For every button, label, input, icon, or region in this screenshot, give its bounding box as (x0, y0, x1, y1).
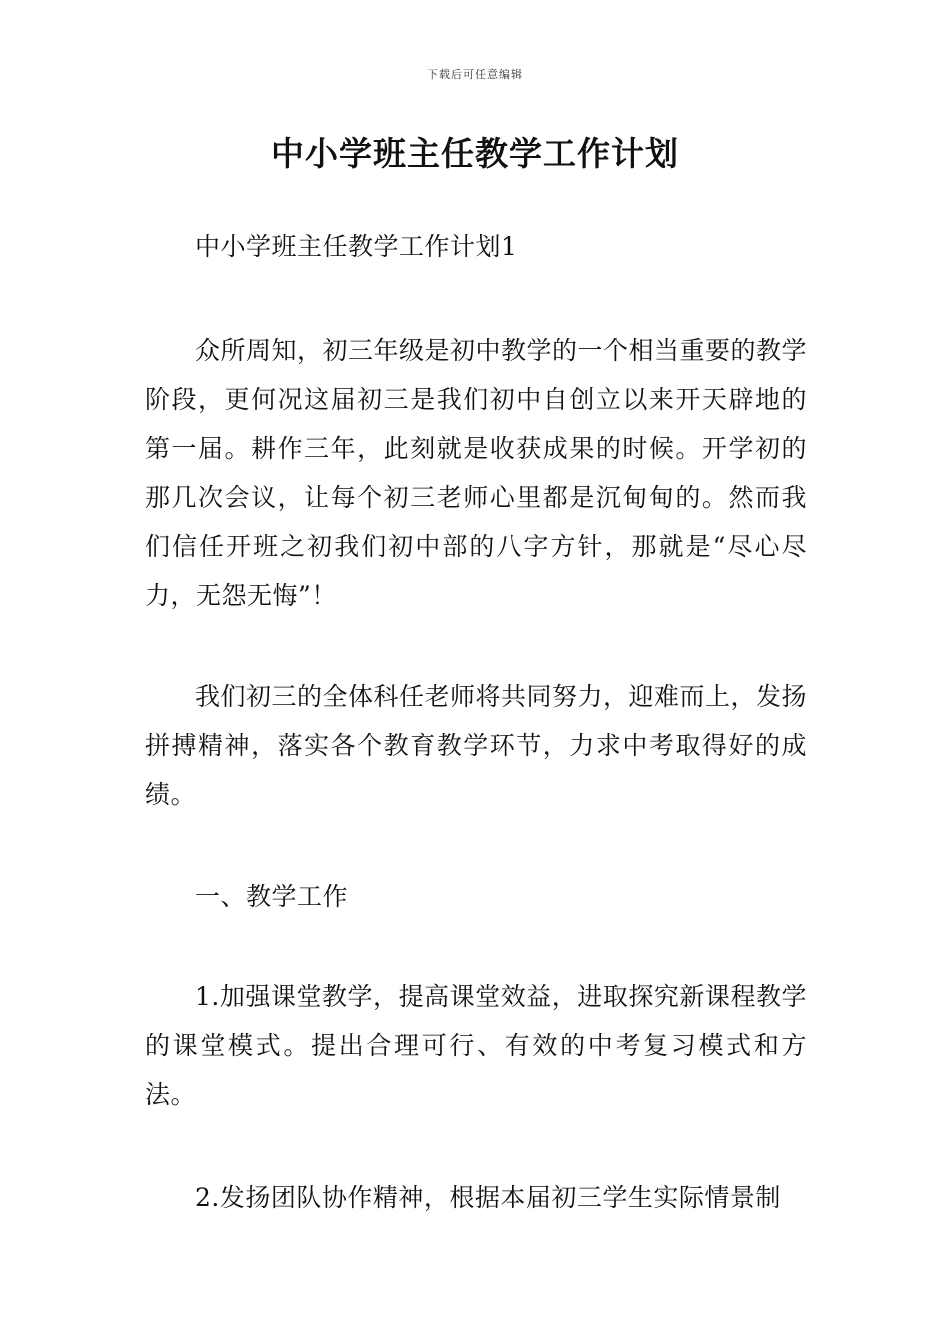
header-note: 下载后可任意编辑 (427, 68, 523, 81)
subheading-teaching-work: 一、教学工作 (195, 882, 349, 911)
paragraph-goal: 我们初三的全体科任老师将共同努力，迎难而上，发扬拼搏精神，落实各个教育教学环节，力求中考取得好的成绩。 (145, 682, 808, 809)
paragraph-intro: 众所周知，初三年级是初中教学的一个相当重要的教学阶段，更何况这届初三是我们初中自创立以来开天辟地的第一届。耕作三年，此刻就是收获成果的时候。开学初的那几次会议，让每个初三老师心里都是沉甸甸的。然而我们信任开班之初我们初中部的八字方针，那就是“尽心尽力，无怨无悔”！ (145, 336, 808, 610)
list-item-2: 2.发扬团队协作精神，根据本届初三学生实际情景制 (195, 1183, 781, 1212)
section-heading: 中小学班主任教学工作计划1 (195, 232, 518, 261)
list-item-1: 1.加强课堂教学，提高课堂效益，进取探究新课程教学的课堂模式。提出合理可行、有效的中考复习模式和方法。 (145, 982, 807, 1109)
document-title: 中小学班主任教学工作计划 (271, 134, 679, 173)
